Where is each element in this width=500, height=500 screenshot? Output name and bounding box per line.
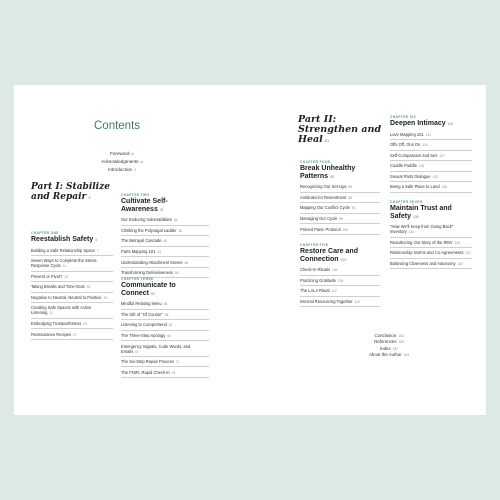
back-matter-item[interactable]: Index 157 bbox=[379, 345, 399, 351]
toc-entry[interactable]: The Six-Step Repair Process 71 bbox=[121, 359, 209, 367]
toc-entry[interactable]: Recognizing Our Set-Ups 85 bbox=[300, 184, 380, 192]
page-number: xi bbox=[140, 160, 143, 164]
toc-entry[interactable]: Primed Panic Protocol 100 bbox=[300, 227, 380, 235]
back-matter-item[interactable]: Conclusion 153 bbox=[374, 333, 404, 338]
page-title: Contents bbox=[94, 120, 141, 132]
toc-entry[interactable]: Reauthoring Our Story of the RMV 144 bbox=[390, 240, 472, 248]
part-one-title: Part I: Stabilize and Repair 3 bbox=[31, 182, 110, 202]
page-number: 53 bbox=[151, 291, 155, 296]
book-spread bbox=[14, 85, 486, 415]
toc-entry[interactable]: Negative to Neutral, Neutral to Positive 19 bbox=[31, 295, 113, 303]
chapter-three-section bbox=[121, 277, 209, 380]
toc-entry[interactable]: Balancing Closeness and Autonomy 150 bbox=[390, 261, 472, 269]
page-number: 83 bbox=[330, 174, 334, 179]
toc-entry[interactable]: Listening to Comprehend 61 bbox=[121, 322, 209, 330]
page-number: 163 bbox=[403, 353, 410, 358]
chapter-label: CHAPTER SEVEN bbox=[390, 200, 423, 204]
page-number: 139 bbox=[413, 214, 419, 219]
chapter-one-section bbox=[31, 231, 113, 342]
toc-entry[interactable]: Transforming Defensiveness 50 bbox=[121, 270, 209, 278]
page-number: 1 bbox=[134, 168, 136, 172]
toc-entry[interactable]: Our Enduring Vulnerabilities 33 bbox=[121, 217, 209, 225]
toc-entry[interactable]: Sexual Parts Dialogue 133 bbox=[390, 174, 472, 182]
back-matter-item[interactable]: About the Author 163 bbox=[368, 352, 410, 358]
toc-entry[interactable]: Managing Our Cycle 96 bbox=[300, 216, 380, 224]
toc-entry[interactable]: Practicing Gratitude 109 bbox=[300, 278, 380, 286]
chapter-label: CHAPTER TWO bbox=[121, 193, 150, 197]
chapter-label: CHAPTER ONE bbox=[31, 231, 59, 235]
page-number: 81 bbox=[324, 138, 330, 143]
chapter-title[interactable]: Cultivate Self-Awareness 31 bbox=[121, 198, 168, 213]
chapter-title[interactable]: Break Unhealthy Patterns 83 bbox=[300, 165, 356, 180]
toc-entry[interactable]: The LALA Ritual 112 bbox=[300, 288, 380, 296]
toc-entry[interactable]: Building a Safe Relationship Space 7 bbox=[31, 248, 113, 256]
part-two-title: Part II: Strengthen and Heal 81 bbox=[298, 114, 382, 145]
toc-entry[interactable]: Embodying Trustworthiness 24 bbox=[31, 321, 113, 329]
chapter-label: CHAPTER FIVE bbox=[300, 243, 329, 247]
toc-entry[interactable]: Internal Resourcing Together 115 bbox=[300, 299, 380, 307]
chapter-two-section bbox=[121, 193, 209, 281]
chapter-six-section bbox=[390, 115, 472, 195]
toc-entry[interactable]: Mindful Relating Menu 55 bbox=[121, 301, 209, 309]
toc-entry[interactable]: Check-In Rituals 105 bbox=[300, 267, 380, 275]
toc-entry[interactable]: The FNIFL Rapid Check-In 76 bbox=[121, 370, 209, 378]
toc-entry[interactable]: Emergency Signals, Code Words, and Emails 67 bbox=[121, 344, 209, 357]
page-number: 103 bbox=[340, 257, 347, 262]
toc-entry[interactable]: Prevent or Pivot? 14 bbox=[31, 274, 113, 282]
chapter-four-section bbox=[300, 160, 380, 237]
front-matter-list bbox=[82, 150, 162, 174]
chapter-title[interactable]: Restore Care and Connection 103 bbox=[300, 248, 358, 263]
page-number: 31 bbox=[159, 207, 164, 212]
front-matter-item[interactable]: Introduction 1 bbox=[108, 167, 136, 172]
toc-entry[interactable]: The Gift of "Of Course" 58 bbox=[121, 312, 209, 320]
chapter-title[interactable]: Maintain Trust and Safety 139 bbox=[390, 205, 452, 220]
toc-entry[interactable]: Climbing the Polyvagal Ladder 36 bbox=[121, 228, 209, 236]
page-number: 119 bbox=[447, 122, 454, 126]
toc-entry[interactable]: Relationship Norms and Co-Agreements 147 bbox=[390, 250, 472, 258]
toc-entry[interactable]: Parts Mapping 101 43 bbox=[121, 249, 209, 257]
chapter-label: CHAPTER FOUR bbox=[300, 160, 331, 164]
toc-entry[interactable]: Reassurance Recipes 27 bbox=[31, 332, 113, 340]
toc-entry[interactable]: The Three-Step Apology 64 bbox=[121, 333, 209, 341]
chapter-label: CHAPTER THREE bbox=[121, 277, 154, 281]
toc-entry[interactable]: Love Mapping 101 121 bbox=[390, 132, 472, 140]
chapter-title[interactable]: Communicate to Connect 53 bbox=[121, 282, 176, 297]
page-number: 3 bbox=[88, 195, 91, 200]
toc-entry[interactable]: Understanding Attachment Moves 46 bbox=[121, 260, 209, 268]
toc-entry[interactable]: The Betrayal Cascade 40 bbox=[121, 238, 209, 246]
toc-entry[interactable]: Mapping Our Conflict Cycle 92 bbox=[300, 205, 380, 213]
back-matter-list bbox=[354, 333, 424, 359]
chapter-seven-section bbox=[390, 200, 472, 272]
toc-entry[interactable]: Seven Ways to Complete the Stress Response Cycle 11 bbox=[31, 258, 113, 271]
page-number: 5 bbox=[95, 238, 98, 242]
toc-entry[interactable]: "How We'll Keep from Going Back" Inventory 141 bbox=[390, 224, 472, 237]
chapter-label: CHAPTER SIX bbox=[390, 115, 417, 119]
toc-entry[interactable]: Being a Safe Place to Land 136 bbox=[390, 184, 472, 192]
chapter-title[interactable]: Deepen Intimacy 119 bbox=[390, 120, 454, 127]
page-number: ix bbox=[131, 152, 134, 156]
toc-entry[interactable]: Self-Compassion and Sex 127 bbox=[390, 153, 472, 161]
toc-entry[interactable]: Taking Breaks and Time-Outs 16 bbox=[31, 284, 113, 292]
toc-entry[interactable]: Cuddle Puddle 130 bbox=[390, 163, 472, 171]
page-number: 153 bbox=[398, 334, 404, 338]
page-number: 155 bbox=[398, 340, 404, 345]
toc-entry[interactable]: Offs Off, Ons On 124 bbox=[390, 142, 472, 150]
chapter-title[interactable]: Reestablish Safety 5 bbox=[31, 236, 98, 243]
toc-entry[interactable]: Antidotes for Resentment 88 bbox=[300, 195, 380, 203]
front-matter-item[interactable]: Foreword ix bbox=[110, 151, 134, 156]
front-matter-item[interactable]: Acknowledgments xi bbox=[101, 159, 143, 164]
back-matter-item[interactable]: References 155 bbox=[374, 339, 404, 345]
chapter-five-section bbox=[300, 243, 380, 310]
page-number: 157 bbox=[392, 346, 399, 351]
toc-entry[interactable]: Creating Safe Spaces with Active Listening 21 bbox=[31, 305, 113, 318]
